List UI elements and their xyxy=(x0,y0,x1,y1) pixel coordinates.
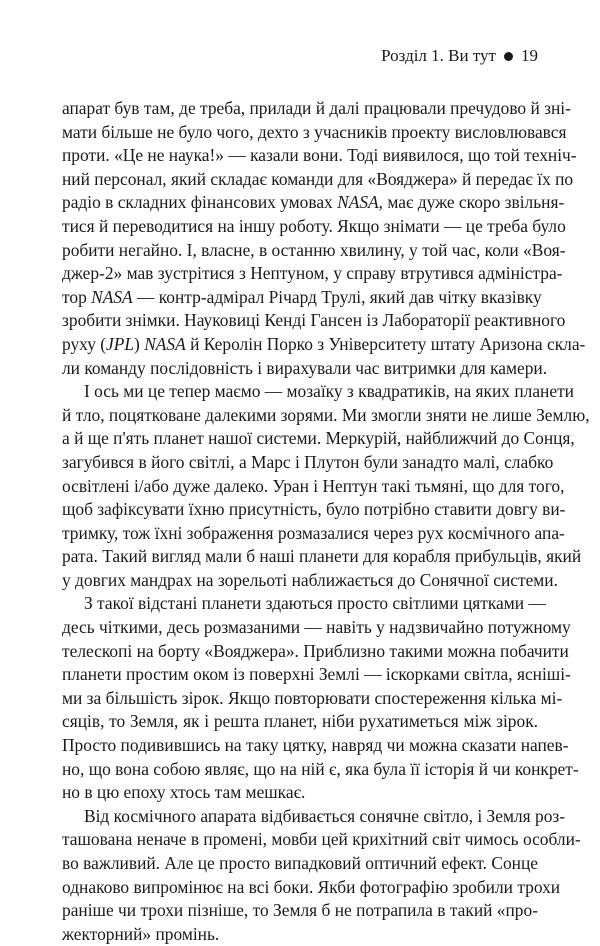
text-line: ми за більшість зірок. Якщо повторювати спостереження кілька мі- xyxy=(62,687,563,708)
text-line: сяців, то Земля, як і решта планет, ніби рухатиметься між зірок. xyxy=(62,711,538,732)
text-line: тор NASA — контр-адмірал Річард Трулі, який дав чітку вказівку xyxy=(62,286,542,307)
text-line: щоб зафіксувати їхню присутність, було потрібно ставити довгу ви- xyxy=(62,499,566,520)
running-head xyxy=(381,46,538,66)
paragraph xyxy=(62,805,581,946)
text-line: телескопі на борту «Вояджера». Приблизно такими можна побачити xyxy=(62,640,569,661)
text-line: десь чіткими, десь розмазаними — навіть у надзвичайно потужному xyxy=(62,617,571,638)
text-line: зробити знімки. Науковиці Кенді Гансен із Лабораторії реактивного xyxy=(62,310,566,331)
text-line: й тло, поцятковане далекими зорями. Ми змогли зняти не лише Землю, xyxy=(62,404,590,425)
text-line: рата. Такий вигляд мали б наші планети для корабля прибульців, який xyxy=(62,546,582,567)
text-line: ташована неначе в промені, мовби цей крихітний світ чимось особли- xyxy=(62,829,581,850)
text-line: ли команду послідовність і вирахували час витримки для камери. xyxy=(62,357,548,378)
text-line: но в цю епоху хтось там мешкає. xyxy=(62,782,306,803)
text-line: жекторний» промінь. xyxy=(62,923,220,944)
text-line: І ось ми це тепер маємо — мозаїку з квадратиків, на яких планети xyxy=(84,381,574,402)
text-line: освітлені і/або дуже далеко. Уран і Нептун такі тьмяні, що для того, xyxy=(62,475,565,496)
paragraph xyxy=(62,592,579,804)
text-line: тримку, тож їхні зображення розмазалися через рух космічного апа- xyxy=(62,522,565,543)
text-line: а й ще п'ять планет нашої системи. Меркурій, найближчий до Сонця, xyxy=(62,428,575,449)
paragraph xyxy=(62,380,590,592)
text-line: тися й переводитися на іншу роботу. Якщо знімати — це треба було xyxy=(62,215,566,236)
text-line: но, що вона собою являє, що на ній є, яка була її історія й чи конкрет- xyxy=(62,758,579,779)
text-line: раніше чи трохи пізніше, то Земля б не потрапила в такий «про- xyxy=(62,900,538,921)
chapter-title: Розділ 1. Ви тут xyxy=(381,46,496,65)
paragraph xyxy=(62,97,586,380)
body-text xyxy=(62,97,590,946)
text-line: З такої відстані планети здаються просто світлими цятками — xyxy=(84,593,546,614)
bullet-separator-icon xyxy=(504,52,513,61)
text-line: руху (JPL) NASA й Керолін Порко з Університету штату Аризона скла- xyxy=(62,333,586,354)
text-line: во важливий. Але це просто випадковий оптичний ефект. Сонце xyxy=(62,853,538,873)
text-line: джер-2» мав зустрітися з Нептуном, у справу втрутився адміністра- xyxy=(62,263,563,284)
text-line: ний персонал, який складає команди для «Вояджера» й передає їх по xyxy=(62,168,574,189)
text-line: Просто подивившись на таку цятку, навряд чи можна сказати напев- xyxy=(62,735,569,756)
text-line: мати більше не було чого, дехто з учасників проекту висловлювався xyxy=(62,121,567,142)
text-line: планети простим оком із поверхні Землі — іскорками світла, яснішi- xyxy=(62,664,571,685)
text-line: радіо в складних фінансових умовах NASA, має дуже скоро звільня- xyxy=(62,192,565,213)
text-line: Від космічного апарата відбивається сонячне світло, і Земля роз- xyxy=(84,805,566,826)
text-line: однаково випромінює на всі боки. Якби фотографію зробили трохи xyxy=(62,876,561,897)
page-number: 19 xyxy=(521,46,538,65)
text-line: проти. «Це не наука!» — казали вони. Тоді виявилося, що той технiч- xyxy=(62,145,577,166)
text-line: у довгих мандрах на зорельоті наближається до Сонячної системи. xyxy=(62,569,558,590)
text-line: загубився в його світлі, а Марс і Плутон були занадто малі, слабко xyxy=(62,451,554,472)
text-line: робити негайно. І, власне, в останню хвилину, у той час, коли «Воя- xyxy=(62,239,566,260)
text-line: апарат був там, де треба, прилади й далі працювали пречудово й зні- xyxy=(62,98,571,118)
